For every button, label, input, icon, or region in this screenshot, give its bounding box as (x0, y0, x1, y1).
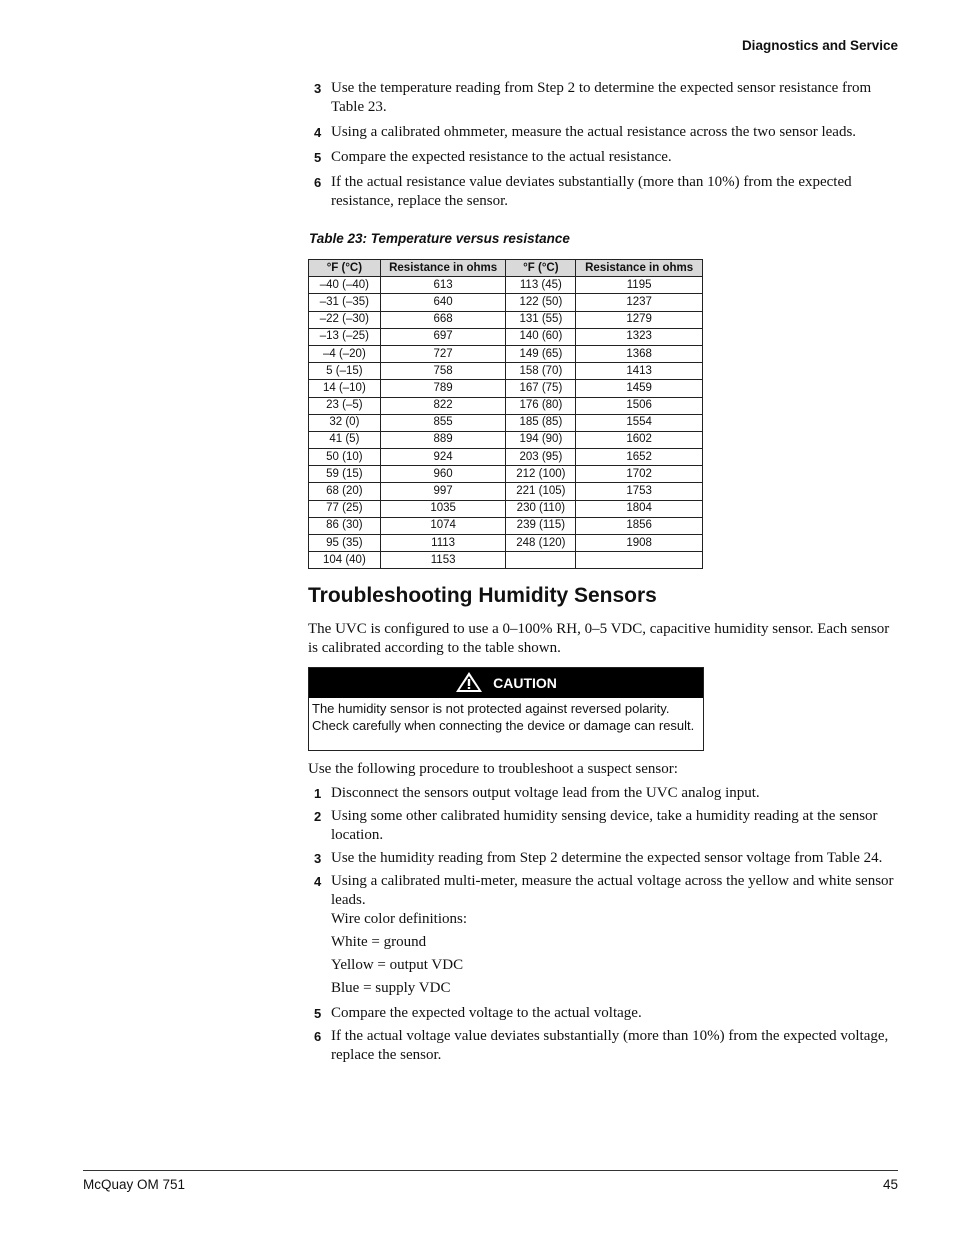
table-cell: –13 (–25) (309, 328, 381, 345)
step-number: 4 (314, 125, 322, 140)
step-text: Use the humidity reading from Step 2 determine the expected sensor voltage from Table 24. (331, 850, 883, 866)
table-cell: 613 (380, 277, 506, 294)
table-header-row (309, 260, 703, 277)
caution-text: The humidity sensor is not protected against reversed polarity. Check carefully when connecting the device or damage can result. (312, 701, 695, 733)
table-cell: 113 (45) (506, 277, 576, 294)
resistance-steps (314, 79, 904, 211)
table-cell: 1702 (576, 466, 703, 483)
procedure-intro: Use the following procedure to troubleshoot a suspect sensor: (308, 761, 678, 777)
table-cell: 1153 (380, 552, 506, 569)
table-row (309, 345, 703, 362)
list-item (314, 79, 904, 117)
table-cell: 140 (60) (506, 328, 576, 345)
table-cell: 68 (20) (309, 483, 381, 500)
list-item (314, 173, 904, 211)
table-cell: 77 (25) (309, 500, 381, 517)
table-cell: 889 (380, 431, 506, 448)
table-cell: 855 (380, 414, 506, 431)
list-item (314, 849, 904, 868)
table-row (309, 363, 703, 380)
step-text: Using a calibrated ohmmeter, measure the actual resistance across the two sensor leads. (331, 124, 857, 140)
table-cell: 1459 (576, 380, 703, 397)
table-cell: 727 (380, 345, 506, 362)
table-cell: 194 (90) (506, 431, 576, 448)
list-item (314, 872, 904, 998)
table-cell: 50 (10) (309, 449, 381, 466)
table-cell: 1279 (576, 311, 703, 328)
table-cell: 176 (80) (506, 397, 576, 414)
table-row (309, 517, 703, 534)
wire-color-blue: Blue = supply VDC (331, 980, 451, 996)
table-cell: 1074 (380, 517, 506, 534)
table-cell: 1237 (576, 294, 703, 311)
table-body (309, 277, 703, 569)
table-cell: 924 (380, 449, 506, 466)
table-cell: –40 (–40) (309, 277, 381, 294)
step-text: Disconnect the sensors output voltage lead from the UVC analog input. (331, 785, 760, 801)
footer-document: McQuay OM 751 (83, 1177, 186, 1192)
step-number: 1 (314, 786, 322, 801)
table-cell: 1652 (576, 449, 703, 466)
table-cell: 23 (–5) (309, 397, 381, 414)
table-cell: 167 (75) (506, 380, 576, 397)
table-cell: 212 (100) (506, 466, 576, 483)
table-cell: 1908 (576, 535, 703, 552)
table-row (309, 552, 703, 569)
column-header: Resistance in ohms (380, 260, 506, 277)
table-cell: 668 (380, 311, 506, 328)
table-cell: 230 (110) (506, 500, 576, 517)
step-number: 6 (314, 1029, 322, 1044)
table-cell (576, 552, 703, 569)
table-cell: 1753 (576, 483, 703, 500)
wire-color-yellow: Yellow = output VDC (331, 957, 464, 973)
table-cell: 822 (380, 397, 506, 414)
table-row (309, 294, 703, 311)
table-cell: 131 (55) (506, 311, 576, 328)
intro-paragraph: The UVC is configured to use a 0–100% RH, 0–5 VDC, capacitive humidity sensor. Each sensor is calibrated according to the table shown. (308, 621, 890, 656)
list-item (314, 148, 904, 167)
table-row (309, 328, 703, 345)
table-cell: 758 (380, 363, 506, 380)
table-cell: 1035 (380, 500, 506, 517)
table-row (309, 397, 703, 414)
table-row (309, 449, 703, 466)
humidity-steps (314, 784, 904, 1065)
table-cell: 86 (30) (309, 517, 381, 534)
table-cell: –4 (–20) (309, 345, 381, 362)
step-text: If the actual resistance value deviates substantially (more than 10%) from the expected resistance, replace the sensor. (331, 174, 852, 209)
table-cell: 41 (5) (309, 431, 381, 448)
table-cell: 1195 (576, 277, 703, 294)
column-header: °F (°C) (309, 260, 381, 277)
list-item (314, 784, 904, 803)
table-cell: 32 (0) (309, 414, 381, 431)
table-cell: 185 (85) (506, 414, 576, 431)
section-header: Diagnostics and Service (741, 38, 898, 53)
step-number: 4 (314, 874, 322, 889)
table-row (309, 500, 703, 517)
table-cell: 1554 (576, 414, 703, 431)
table-caption: Table 23: Temperature versus resistance (309, 231, 570, 246)
table-cell: –22 (–30) (309, 311, 381, 328)
table-row (309, 380, 703, 397)
table-row (309, 535, 703, 552)
table-cell: 789 (380, 380, 506, 397)
table-cell: 158 (70) (506, 363, 576, 380)
table-cell: 149 (65) (506, 345, 576, 362)
list-item (314, 1004, 904, 1023)
table-cell: 1113 (380, 535, 506, 552)
table-cell: 5 (–15) (309, 363, 381, 380)
table-cell: 104 (40) (309, 552, 381, 569)
table-cell: 1602 (576, 431, 703, 448)
caution-header (309, 668, 703, 698)
table-row (309, 466, 703, 483)
table-row (309, 311, 703, 328)
table-cell: 122 (50) (506, 294, 576, 311)
list-item (314, 807, 904, 845)
table-cell: 1506 (576, 397, 703, 414)
table-cell: 997 (380, 483, 506, 500)
table-cell: 1368 (576, 345, 703, 362)
table-cell: 239 (115) (506, 517, 576, 534)
table-cell: 203 (95) (506, 449, 576, 466)
page-title: Troubleshooting Humidity Sensors (308, 584, 657, 607)
warning-icon (455, 671, 493, 696)
wire-heading: Wire color definitions: (331, 911, 468, 927)
step-text: Use the temperature reading from Step 2 to determine the expected sensor resistance from Table 23. (331, 80, 872, 115)
step-text: Using a calibrated multi-meter, measure the actual voltage across the yellow and white sensor leads. (331, 873, 894, 908)
footer-divider (83, 1170, 898, 1171)
caution-box (308, 667, 704, 751)
step-number: 6 (314, 175, 322, 190)
step-number: 3 (314, 851, 322, 866)
step-text: Compare the expected resistance to the actual resistance. (331, 149, 672, 165)
table-row (309, 483, 703, 500)
page-number: 45 (882, 1177, 898, 1192)
table-cell: 697 (380, 328, 506, 345)
step-text: If the actual voltage value deviates substantially (more than 10%) from the expected voltage, replace the sensor. (331, 1028, 889, 1063)
step-number: 5 (314, 150, 322, 165)
temperature-resistance-table (308, 259, 703, 569)
step-text: Compare the expected voltage to the actual voltage. (331, 1005, 642, 1021)
table-cell: 59 (15) (309, 466, 381, 483)
list-item (314, 1027, 904, 1065)
table-row (309, 277, 703, 294)
table-cell: 1856 (576, 517, 703, 534)
table-cell: 95 (35) (309, 535, 381, 552)
table-cell: 221 (105) (506, 483, 576, 500)
table-cell: 14 (–10) (309, 380, 381, 397)
table-row (309, 431, 703, 448)
table-row (309, 414, 703, 431)
table-cell (506, 552, 576, 569)
table-cell: 1323 (576, 328, 703, 345)
wire-color-white: White = ground (331, 934, 427, 950)
step-number: 5 (314, 1006, 322, 1021)
list-item (314, 123, 904, 142)
step-number: 2 (314, 809, 322, 824)
step-text: Using some other calibrated humidity sensing device, take a humidity reading at the sensor location. (331, 808, 878, 843)
table-cell: 640 (380, 294, 506, 311)
table-cell: 1413 (576, 363, 703, 380)
caution-label: CAUTION (493, 675, 557, 691)
column-header: Resistance in ohms (576, 260, 703, 277)
table-cell: –31 (–35) (309, 294, 381, 311)
step-number: 3 (314, 81, 322, 96)
table-cell: 1804 (576, 500, 703, 517)
table-cell: 248 (120) (506, 535, 576, 552)
column-header: °F (°C) (506, 260, 576, 277)
table-cell: 960 (380, 466, 506, 483)
